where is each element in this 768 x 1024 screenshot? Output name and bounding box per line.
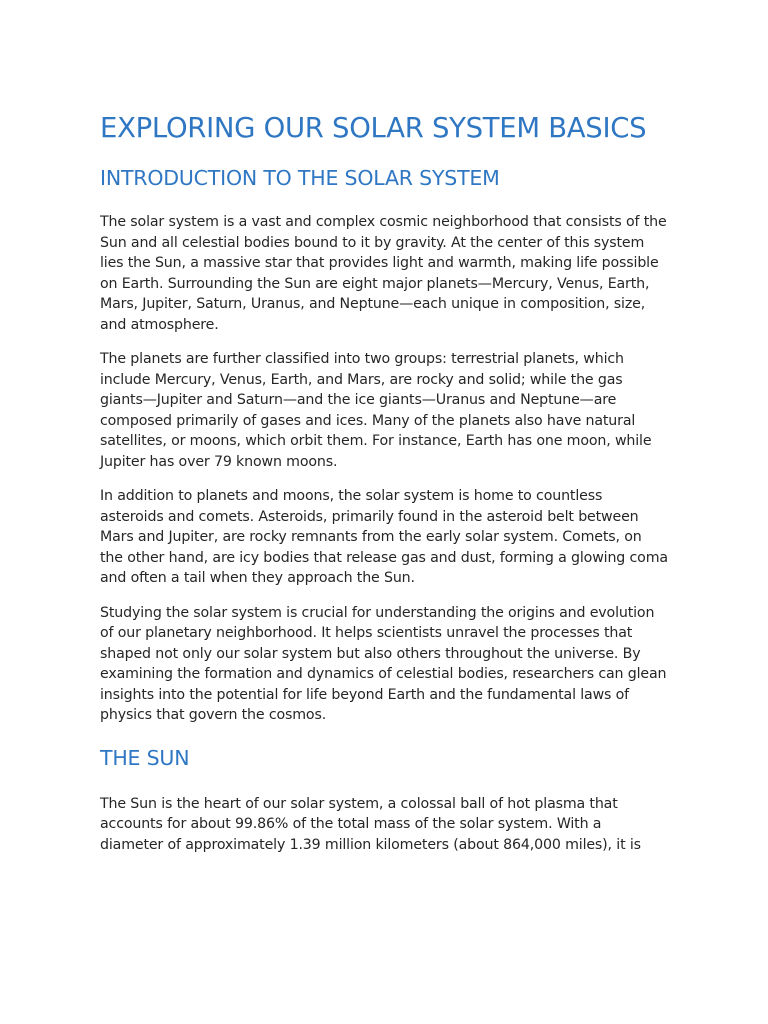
- document-page: [100, 108, 670, 869]
- document-title: EXPLORING OUR SOLAR SYSTEM BASICS: [100, 112, 647, 144]
- paragraph: The planets are further classified into two groups: terrestrial planets, which include Mercury, Venus, Earth, and Mars, are rocky and solid; while the gas giants—Jupiter and Saturn—and the ice giants—Uranus and Neptune—are composed primarily of gases and ices. Many of the planets also have natural satellites, or moons, which orbit them. For instance, Earth has one moon, while Jupiter has over 79 known moons.: [100, 351, 652, 470]
- paragraph: In addition to planets and moons, the solar system is home to countless asteroids and comets. Asteroids, primarily found in the asteroid belt between Mars and Jupiter, are rocky remnants from the early solar system. Comets, on the other hand, are icy bodies that release gas and dust, forming a glowing coma and often a tail when they approach the Sun.: [100, 488, 668, 586]
- paragraph: The solar system is a vast and complex cosmic neighborhood that consists of the Sun and all celestial bodies bound to it by gravity. At the center of this system lies the Sun, a massive star that provides light and warmth, making life possible on Earth. Surrounding the Sun are eight major planets—Mercury, Venus, Earth, Mars, Jupiter, Saturn, Uranus, and Neptune—each unique in composition, size, and atmosphere.: [100, 214, 667, 333]
- section-heading-introduction: INTRODUCTION TO THE SOLAR SYSTEM: [100, 166, 500, 190]
- paragraph: The Sun is the heart of our solar system, a colossal ball of hot plasma that accounts for about 99.86% of the total mass of the solar system. With a diameter of approximately 1.39 million kilometers (about 864,000 miles), it is: [100, 795, 641, 853]
- section-heading-the-sun: THE SUN: [100, 745, 190, 770]
- paragraph: Studying the solar system is crucial for understanding the origins and evolution of our planetary neighborhood. It helps scientists unravel the processes that shaped not only our solar system but also others throughout the universe. By examining the formation and dynamics of celestial bodies, researchers can glean insights into the potential for life beyond Earth and the fundamental laws of physics that govern the cosmos.: [100, 604, 667, 723]
